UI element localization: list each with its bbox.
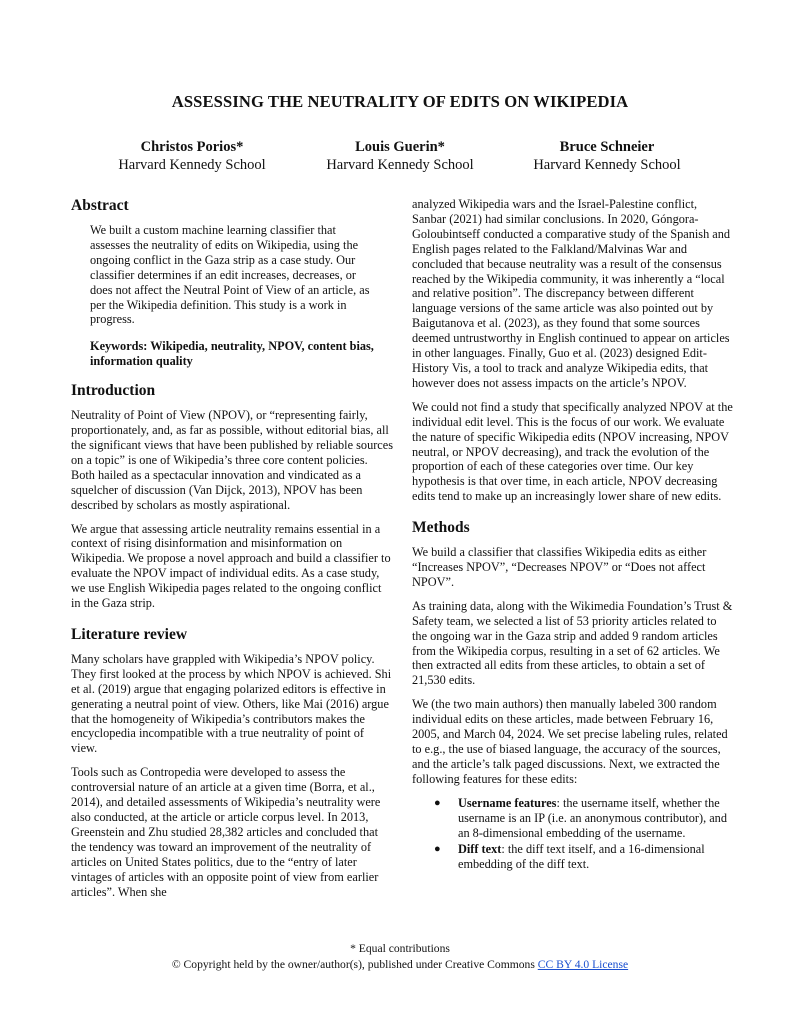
author-affiliation: Harvard Kennedy School	[118, 157, 266, 173]
left-column	[71, 196, 393, 908]
author-name: Bruce Schneier	[559, 139, 655, 155]
author-block	[290, 138, 510, 174]
introduction-paragraph: We argue that assessing article neutrality remains essential in a context of rising disinformation and misinformation on Wikipedia. We propose a novel approach and build a classifier to evaluate the NPOV impact of individual edits. As a case study, we use English Wikipedia pages related to the ongoing conflict in the Gaza strip.	[71, 521, 391, 611]
literature-paragraph: Many scholars have grappled with Wikipedia’s NPOV policy. They first looked at the process by which NPOV is achieved. Shi et al. (2019) argue that engaging polarized editors is effective in generating a neutral point of view. Others, like Mai (2016) argue that the homogeneity of Wikipedia’s contributors makes the encyclopedia incompatible with a true neutrality of point of view.	[71, 651, 392, 756]
feature-text: : the username itself, whether the username is an IP (i.e. an anonymous contributor), and an 8-dimensional embedding of the username.	[458, 795, 727, 840]
copyright-text: © Copyright held by the owner/author(s), published under Creative Commons	[171, 958, 538, 971]
feature-list	[412, 796, 734, 873]
literature-heading: Literature review	[71, 625, 188, 643]
list-item	[412, 796, 734, 841]
literature-paragraph: analyzed Wikipedia wars and the Israel-Palestine conflict, Sanbar (2021) had similar conclusions. In 2020, Góngora-Goloubintseff conducted a comparative study of the Spanish and English pages related to the Falkland/Malvinas War and concluded that because neutrality was a result of the consensus reached by the Wikipedia community, it was inherently a “local and relative position”. The discrepancy between different language versions of the same article was also pointed out by Baigutanova et al. (2023), as they found that some sources deemed untrustworthy in English continued to appear on articles in other languages. Finally, Guo et al. (2023) designed Edit-History Vis, a tool to track and analyze Wikipedia edits, that however does not assess impacts on the article’s NPOV.	[412, 197, 731, 390]
equal-contribution-note: * Equal contributions	[350, 942, 450, 955]
author-block	[497, 138, 717, 174]
author-affiliation: Harvard Kennedy School	[326, 157, 474, 173]
abstract-body	[90, 223, 375, 369]
author-name: Christos Porios*	[140, 139, 244, 155]
feature-term: Username features	[458, 795, 557, 810]
paper-title: ASSESSING THE NEUTRALITY OF EDITS ON WIKIPEDIA	[171, 92, 629, 111]
right-column	[412, 197, 734, 874]
literature-paragraph: Tools such as Contropedia were developed to assess the controversial nature of an article at a given time (Borra, et al., 2014), and detailed assessments of Wikipedia’s neutrality were also conducted, at the article or article corpus level. In 2013, Greenstein and Zhu studied 28,382 articles and concluded that the tendency was toward an improvement of the neutrality of articles on United States politics, due to the “entry of later vintages of articles with an opposite point of view from earlier articles”. When she	[71, 765, 381, 899]
feature-text: : the diff text itself, and a 16-dimensional embedding of the diff text.	[458, 842, 705, 872]
abstract-text: We built a custom machine learning classifier that assesses the neutrality of edits on Wikipedia, using the ongoing conflict in the Gaza strip as a case study. Our classifier determines if an edit increases, decreases, or does not affect the Neutral Point of View of an article, as per the Wikipedia definition. This study is a work in progress.	[90, 223, 370, 327]
license-link[interactable]: CC BY 4.0 License	[537, 958, 629, 971]
author-block	[82, 138, 302, 174]
author-name: Louis Guerin*	[355, 139, 445, 155]
methods-paragraph: As training data, along with the Wikimedia Foundation’s Trust & Safety team, we selected a list of 53 priority articles related to the ongoing war in the Gaza strip and added 9 random articles from the Wikipedia corpus, resulting in a set of 62 articles. We then extracted all edits from these articles, to obtain a set of 21,530 edits.	[412, 598, 733, 688]
copyright-line	[0, 957, 800, 973]
methods-paragraph: We build a classifier that classifies Wikipedia edits as either “Increases NPOV”, “Decreases NPOV” or “Does not affect NPOV”.	[412, 545, 707, 589]
keywords: Keywords: Wikipedia, neutrality, NPOV, content bias, information quality	[90, 339, 374, 369]
methods-heading: Methods	[412, 519, 470, 537]
author-affiliation: Harvard Kennedy School	[533, 157, 681, 173]
bullet-icon: ●	[434, 843, 441, 856]
methods-paragraph: We (the two main authors) then manually labeled 300 random individual edits on these articles, made between February 16, 2005, and March 04, 2024. We set precise labeling rules, related to e.g., the use of biased language, the accuracy of the sources, and the article’s talk paged discussions. Next, we extracted the following features for these edits:	[412, 697, 728, 786]
literature-paragraph: We could not find a study that specifically analyzed NPOV at the individual edit level. This is the focus of our work. We evaluate the nature of specific Wikipedia edits (NPOV increasing, NPOV neutral, or NPOV decreasing), and track the evolution of the proportion of each of these categories over time. Our key hypothesis is that over time, in each article, NPOV decreasing edits tend to make up an increasingly lower share of new edits.	[412, 399, 733, 504]
bullet-icon: ●	[434, 796, 441, 809]
introduction-heading: Introduction	[71, 382, 156, 400]
feature-term: Diff text	[458, 842, 502, 857]
introduction-paragraph: Neutrality of Point of View (NPOV), or “representing fairly, proportionately, and, as far as possible, without editorial bias, all the significant views that have been published by reliable sources on a topic” is one of Wikipedia’s three core content policies. Both hailed as a spectacular innovation and vindicated as a squelcher of discussion (Van Dijck, 2013), NPOV has been described by scholars as mostly aspirational.	[71, 408, 394, 512]
list-item	[412, 842, 734, 872]
abstract-heading: Abstract	[71, 197, 129, 214]
